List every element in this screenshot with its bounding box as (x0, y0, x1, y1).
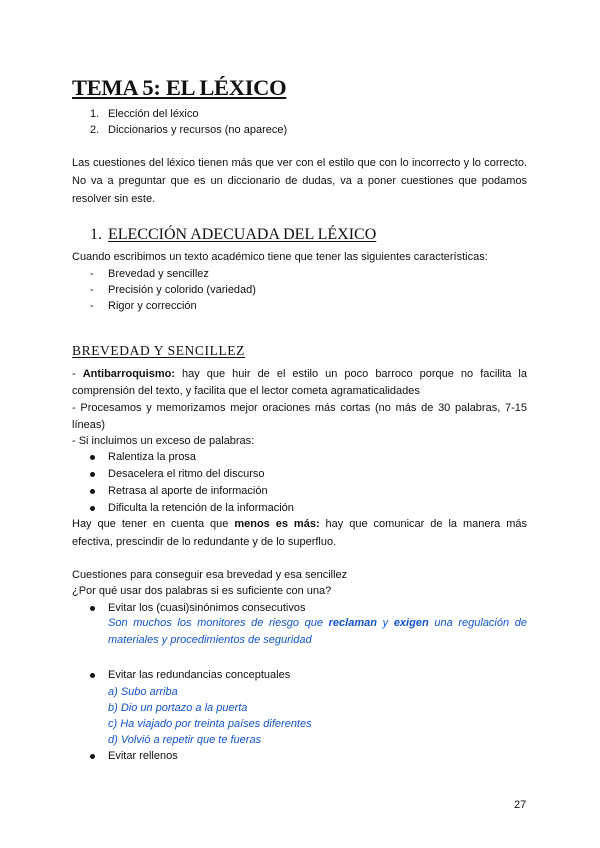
example-bold: exigen (393, 617, 429, 629)
questions-lead: Cuestiones para conseguir esa brevedad y esa sencillez (72, 569, 348, 581)
antibarroquismo-paragraph (72, 366, 527, 399)
example-text: Son muchos los monitores de riesgo que (108, 617, 329, 629)
example-text: una regulación de materiales y procedimientos de seguridad (108, 617, 528, 646)
example-line: d) Volvió a repetir que te fueras (108, 734, 262, 746)
subsection-heading: BREVEDAD Y SENCILLEZ (72, 343, 245, 358)
paragraph-text: Hay que tener en cuenta que (72, 518, 235, 530)
bullet-item: Evitar los (cuasi)sinónimos consecutivos (108, 602, 306, 614)
menos-es-mas-paragraph (72, 516, 527, 551)
page-number: 27 (514, 799, 527, 811)
bullet-item: Evitar rellenos (108, 750, 178, 762)
example-bold: reclaman (328, 617, 377, 629)
bullet-item: Desacelera el ritmo del discurso (108, 468, 265, 480)
toc-item-num: 1. (90, 108, 100, 120)
bullet-item: Retrasa al aporte de información (108, 485, 268, 497)
term-bold: menos es más: (234, 518, 320, 530)
prefix: - (72, 368, 83, 380)
paragraph-text: hay que huir de el estilo un poco barroco porque no facilita la comprensión del texto, y facilita que el lector cometa agramaticalidades (72, 368, 527, 397)
example-synonyms (108, 615, 527, 649)
example-text: y (376, 617, 394, 629)
list-item: Precisión y colorido (variedad) (108, 284, 256, 296)
bullet-icon (90, 673, 95, 678)
dash-marker: - (90, 268, 94, 280)
question-line: ¿Por qué usar dos palabras si es suficiente con una? (72, 585, 332, 597)
example-line: a) Subo arriba (108, 686, 178, 698)
bullet-icon (90, 489, 95, 494)
toc-item: Diccionarios y recursos (no aparece) (108, 124, 288, 136)
bullet-icon (90, 754, 95, 759)
bullet-item: Evitar las redundancias conceptuales (108, 669, 291, 681)
toc-item-num: 2. (90, 124, 100, 136)
section-number: 1. (90, 226, 102, 243)
term-bold: Antibarroquismo: (82, 368, 175, 380)
bullet-icon (90, 472, 95, 477)
dash-marker: - (90, 284, 94, 296)
bullet-icon (90, 455, 95, 460)
intro-paragraph: Las cuestiones del léxico tienen más que ver con el estilo que con lo incorrecto y lo correcto. No va a preguntar que es un diccionario de dudas, va a poner cuestiones que podamos resolver sin este. (72, 157, 527, 205)
page-title: TEMA 5: EL LÉXICO (72, 75, 287, 100)
section-heading: ELECCIÓN ADECUADA DEL LÉXICO (108, 226, 377, 243)
example-line: c) Ha viajado por treinta países diferentes (108, 718, 312, 730)
paragraph-text: hay que comunicar de la manera más efectiva, prescindir de lo redundante y de lo superfluo. (72, 518, 527, 548)
list-item: Rigor y corrección (108, 300, 197, 312)
section-lead: Cuando escribimos un texto académico tiene que tener las siguientes características: (72, 251, 488, 263)
paragraph: - Si incluimos un exceso de palabras: (72, 435, 255, 447)
list-item: Brevedad y sencillez (108, 268, 209, 280)
example-line: b) Dio un portazo a la puerta (108, 702, 248, 714)
dash-marker: - (90, 300, 94, 312)
bullet-icon (90, 506, 95, 511)
bullet-item: Ralentiza la prosa (108, 451, 197, 463)
toc-item: Elección del léxico (108, 108, 199, 120)
bullet-item: Dificulta la retención de la información (108, 502, 294, 514)
bullet-icon (90, 606, 95, 611)
paragraph: - Procesamos y memorizamos mejor oraciones más cortas (no más de 30 palabras, 7-15 líneas) (72, 402, 527, 431)
